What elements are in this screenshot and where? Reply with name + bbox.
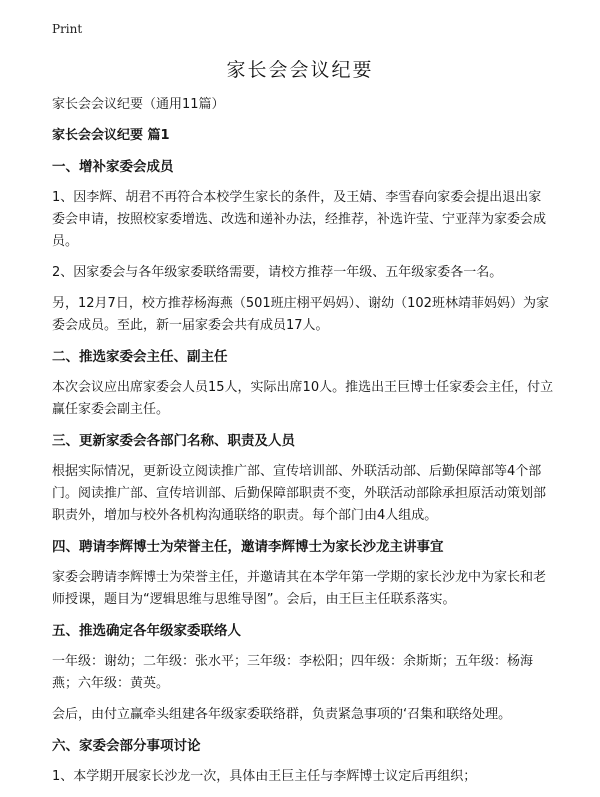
section-5-paragraph-1: 一年级：谢幼；二年级：张水平；三年级：李松阳；四年级：余斯斯；五年级：杨海燕；六年级：黄英。 [52,654,534,691]
section-1-paragraph-3: 另，12月7日，校方推荐杨海燕（501班庄栩平妈妈）、谢幼（102班林靖菲妈妈）为家委会成员。至此，新一届家委会共有成员17人。 [52,296,549,333]
section-heading-4: 四、聘请李辉博士为荣誉主任，邀请李辉博士为家长沙龙主讲事宜 [52,539,444,555]
document-body [52,94,554,797]
document-subtitle: 家长会会议纪要（通用11篇） [52,97,225,112]
section-4-paragraph-1: 家委会聘请李辉博士为荣誉主任，并邀请其在本学年第一学期的家长沙龙中为家长和老师授课，题目为“逻辑思维与思维导图”。会后，由王巨主任联系落实。 [52,570,547,607]
print-link[interactable]: Print [52,22,83,36]
document-title: 家长会会议纪要 [226,59,374,81]
section-3-paragraph-1: 根据实际情况，更新设立阅读推广部、宣传培训部、外联活动部、后勤保障部等4个部门。阅读推广部、宣传培训部、后勤保障部职责不变，外联活动部除承担原活动策划部职责外，增加与校外各机构沟通联络的职责。每个部门由4人组成。 [52,464,547,523]
section-heading-5: 五、推选确定各年级家委联络人 [52,623,241,639]
section-2-paragraph-1: 本次会议应出席家委会人员15人，实际出席10人。推选出王巨博士任家委会主任，付立赢任家委会副主任。 [52,380,554,417]
section-1-paragraph-1: 1、因李辉、胡君不再符合本校学生家长的条件，及王婧、李雪春向家委会提出退出家委会申请，按照校家委增选、改选和递补办法，经推荐，补选许莹、宁亚萍为家委会成员。 [52,190,547,249]
section-heading-6: 六、家委会部分事项讨论 [52,738,201,754]
section-heading-3: 三、更新家委会各部门名称、职责及人员 [52,433,295,449]
section-heading-2: 二、推选家委会主任、副主任 [52,349,228,365]
section-6-paragraph-1: 1、本学期开展家长沙龙一次，具体由王巨主任与李辉博士议定后再组织； [52,769,477,784]
section-heading-1: 一、增补家委会成员 [52,159,174,175]
section-5-paragraph-2: 会后，由付立赢牵头组建各年级家委联络群，负责紧急事项的‘召集和联络处理。 [52,707,512,722]
section-1-paragraph-2: 2、因家委会与各年级家委联络需要，请校方推荐一年级、五年级家委各一名。 [52,265,503,280]
part-title: 家长会会议纪要 篇1 [52,128,170,143]
